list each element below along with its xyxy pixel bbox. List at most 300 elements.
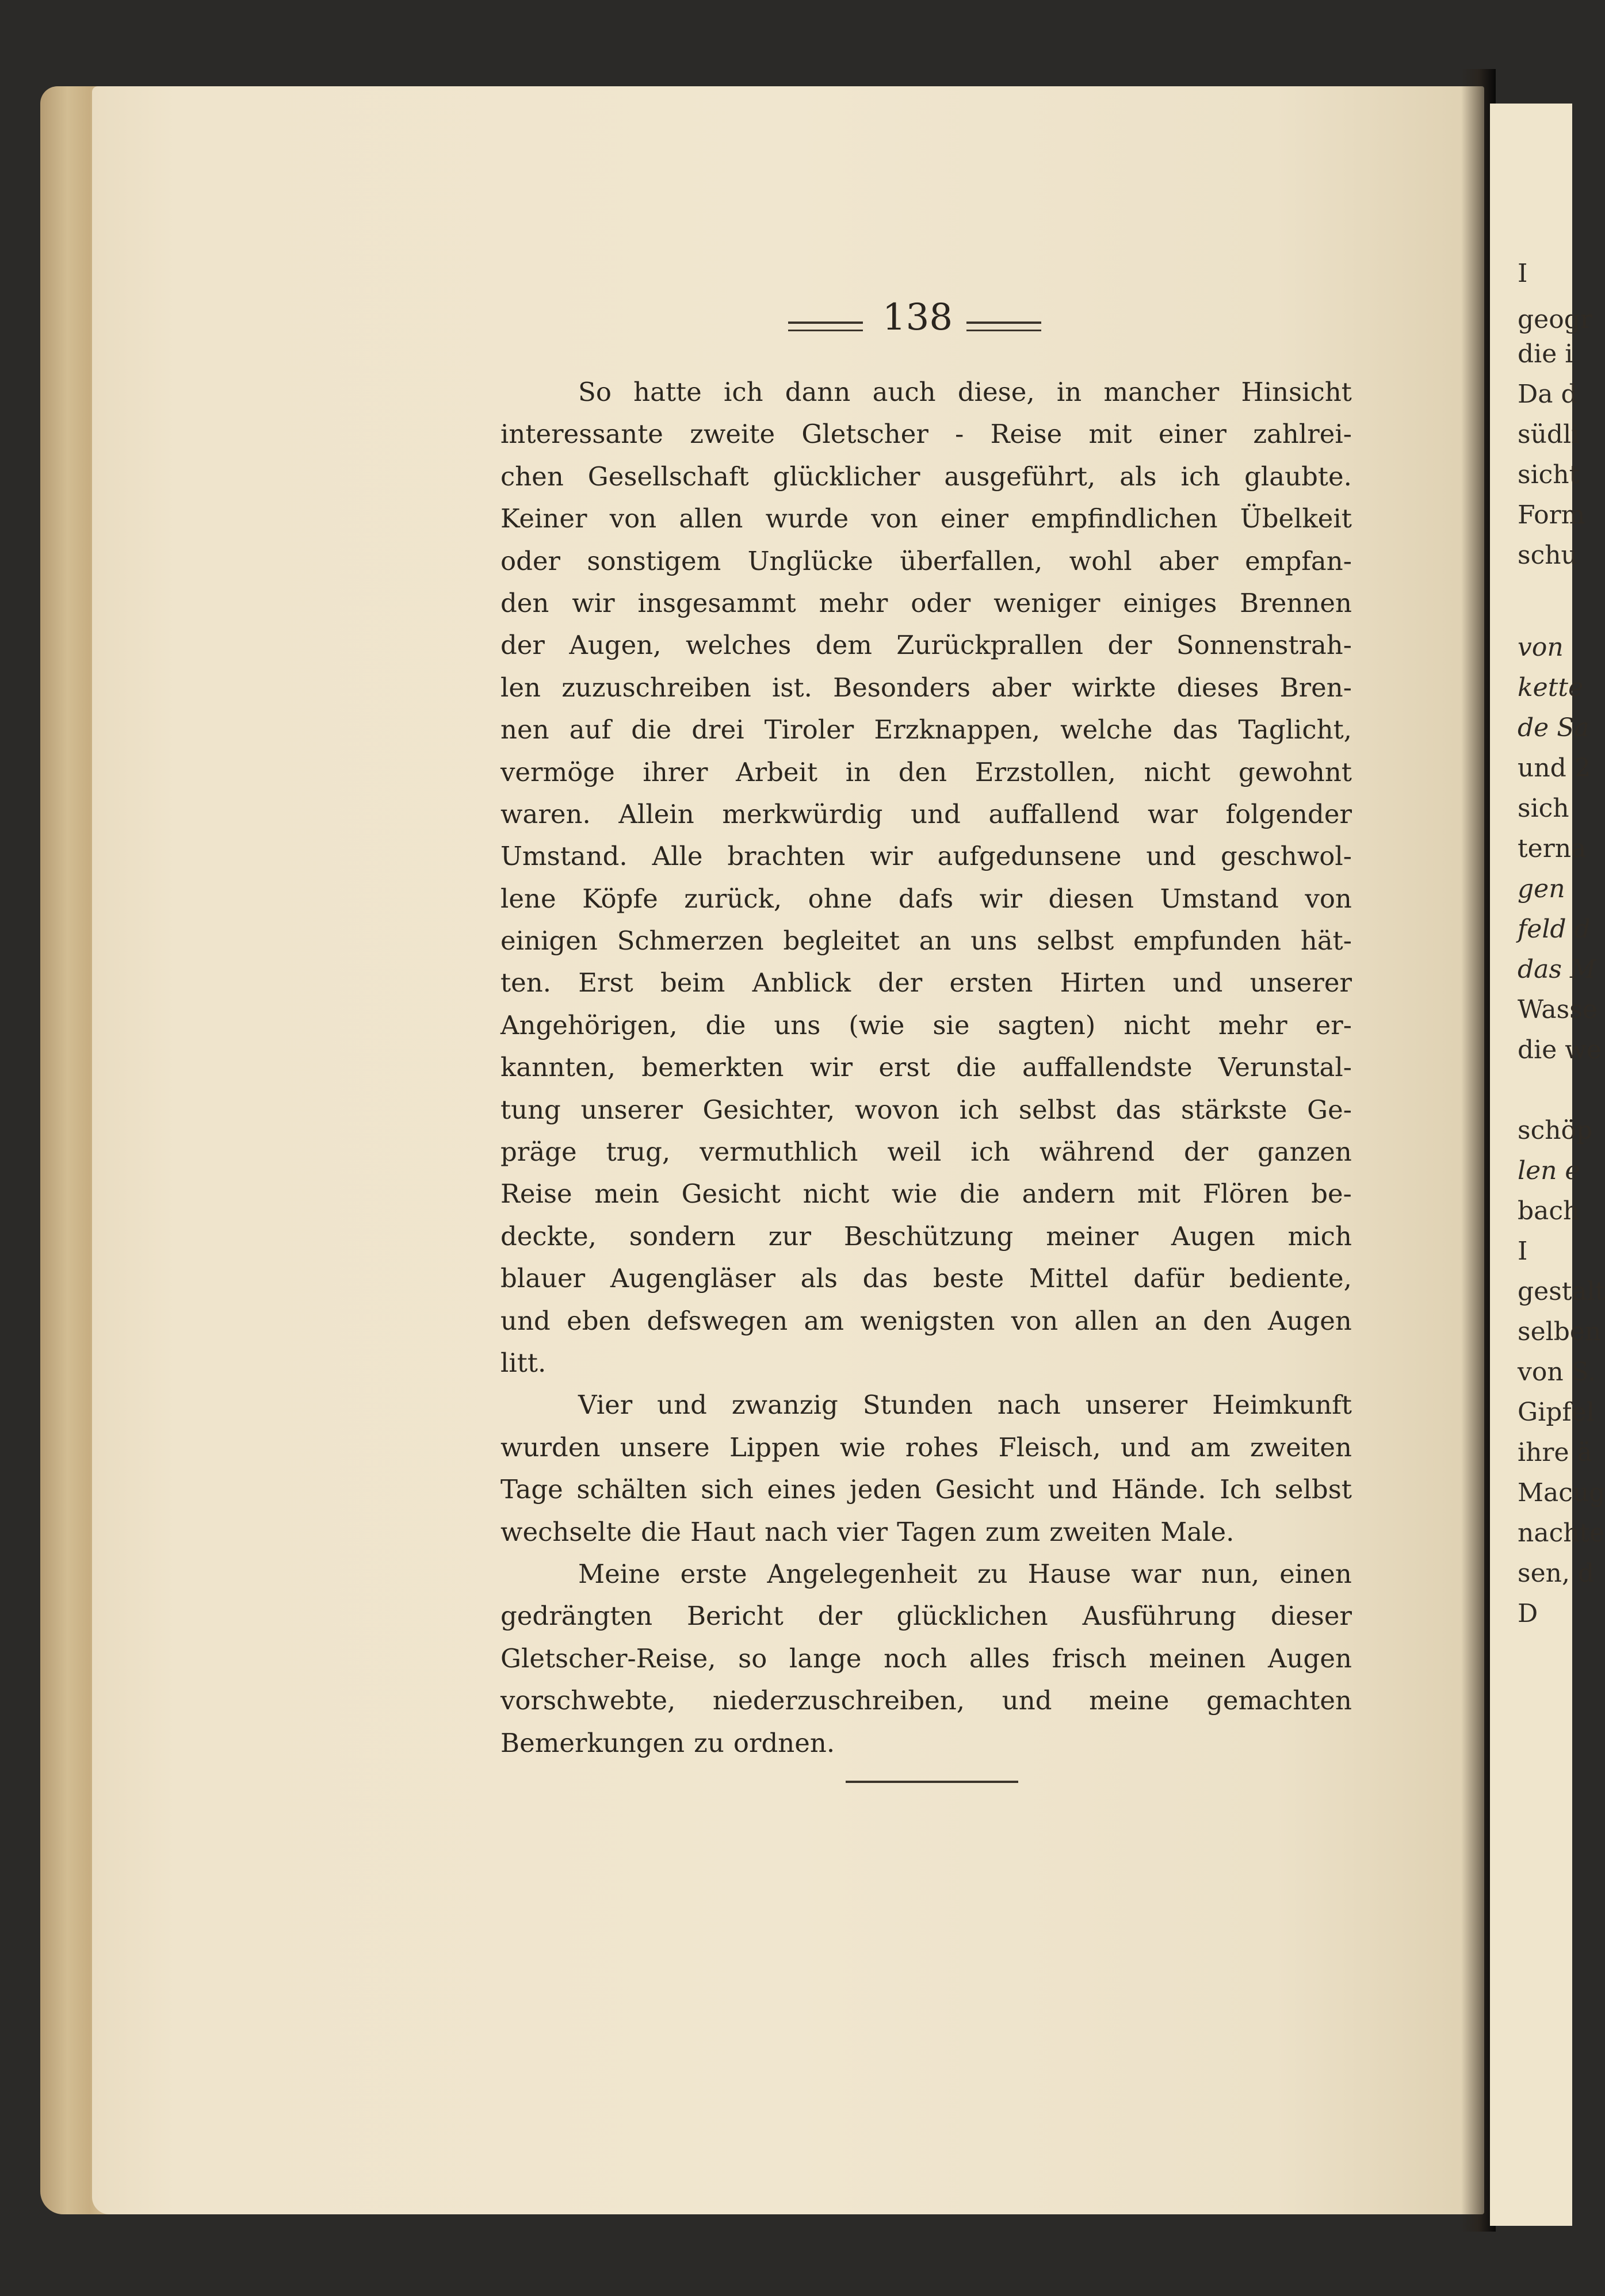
word: die xyxy=(705,1009,746,1040)
word: tung xyxy=(500,1094,561,1125)
word: einen xyxy=(1279,1558,1352,1589)
word: wechselte xyxy=(500,1516,632,1547)
facing-page-fragment xyxy=(1490,104,1605,2226)
text-line xyxy=(500,624,1352,666)
facing-text-fragment: schöp xyxy=(1518,1116,1593,1145)
word: Augen xyxy=(1171,1220,1255,1252)
text-line xyxy=(500,1722,1352,1764)
word: Alle xyxy=(652,841,703,872)
word: allen xyxy=(679,503,743,534)
word: Tage xyxy=(500,1474,563,1505)
word: eines xyxy=(767,1474,836,1505)
word: Augen, xyxy=(569,630,662,661)
word: selbst xyxy=(1037,925,1114,956)
word: zurück, xyxy=(684,883,782,914)
word: stärkste xyxy=(1180,1094,1287,1125)
facing-text-fragment: Form xyxy=(1518,500,1585,530)
text-line xyxy=(500,920,1352,962)
text-line xyxy=(500,1595,1352,1637)
word: niederzuschreiben, xyxy=(712,1685,965,1716)
word: zahlrei- xyxy=(1253,419,1352,450)
header-rule-right xyxy=(966,322,1041,331)
word: beste xyxy=(933,1263,1004,1294)
word: welches xyxy=(685,630,792,661)
word: Flören xyxy=(1202,1178,1289,1210)
word: empfunden xyxy=(1133,925,1282,956)
word: zuzuschreiben xyxy=(561,672,751,703)
word: vier xyxy=(837,1516,888,1547)
word: Erst xyxy=(578,967,633,998)
word: er- xyxy=(1315,1009,1352,1040)
word: mein xyxy=(594,1178,659,1210)
word: wirkte xyxy=(1072,672,1156,703)
word: der xyxy=(817,1601,862,1632)
text-line xyxy=(500,1637,1352,1679)
word: oder xyxy=(500,545,561,576)
word: wohl xyxy=(1069,545,1132,576)
word: Hause xyxy=(1027,1558,1111,1589)
facing-text-fragment: ihre ä xyxy=(1518,1438,1592,1467)
facing-text-fragment: gestalt xyxy=(1518,1277,1605,1306)
word: be- xyxy=(1311,1178,1352,1210)
word: dem xyxy=(815,630,872,661)
facing-text-fragment: südli xyxy=(1518,420,1580,449)
word: welche xyxy=(1060,714,1153,745)
word: von xyxy=(1305,883,1352,914)
word: ich xyxy=(959,1094,999,1125)
text-line xyxy=(500,1131,1352,1173)
word: ersten xyxy=(949,967,1033,998)
word: Angelegenheit xyxy=(767,1558,957,1589)
word: brachten xyxy=(727,841,846,872)
word: Anblick xyxy=(752,967,851,998)
facing-text-fragment: selben xyxy=(1518,1317,1602,1346)
text-line xyxy=(500,751,1352,793)
word: erste xyxy=(680,1558,747,1589)
word: Gletscher xyxy=(801,419,928,450)
word: ordnen. xyxy=(733,1727,835,1758)
facing-text-fragment: sen, d xyxy=(1518,1559,1595,1588)
word: an xyxy=(919,925,951,956)
word: und xyxy=(911,798,961,829)
word: Bren- xyxy=(1279,672,1352,703)
word: diese, xyxy=(957,377,1035,407)
word: insgesammt xyxy=(637,587,796,618)
text-line xyxy=(500,413,1352,455)
word: wir xyxy=(979,883,1023,914)
word: vermöge xyxy=(500,756,615,787)
word: auffallend xyxy=(988,798,1120,829)
word: ich xyxy=(1180,461,1221,492)
word: Unglücke xyxy=(747,545,873,576)
word: während xyxy=(1039,1136,1155,1168)
word: meiner xyxy=(1046,1220,1139,1252)
word: kannten, xyxy=(500,1052,616,1083)
word: gemachten xyxy=(1206,1685,1352,1716)
word: uns xyxy=(774,1009,821,1040)
header-rule-left xyxy=(788,322,863,331)
word: den xyxy=(500,587,549,618)
facing-text-fragment: Da d xyxy=(1518,380,1577,409)
word: ist. xyxy=(772,672,812,703)
word: dafs xyxy=(898,883,954,914)
word: meine xyxy=(1089,1685,1170,1716)
word: Taglicht, xyxy=(1238,714,1352,745)
word: Hinsicht xyxy=(1241,377,1352,407)
word: selbst xyxy=(1018,1094,1096,1125)
facing-text-fragment: gen xyxy=(1518,874,1565,904)
word: nach xyxy=(997,1390,1061,1421)
word: ausgeführt, xyxy=(944,461,1096,492)
facing-text-fragment: len e xyxy=(1518,1156,1580,1185)
word: sondern xyxy=(629,1220,736,1252)
word: einigen xyxy=(500,925,598,956)
word: auf xyxy=(569,714,612,745)
word: am xyxy=(804,1305,844,1336)
facing-text-fragment: schu xyxy=(1518,541,1577,570)
word: Allein xyxy=(618,798,694,829)
word: ten. xyxy=(500,967,552,998)
word: und xyxy=(1172,967,1223,998)
facing-text-fragment: sicht xyxy=(1518,460,1580,489)
word: Sonnenstrah- xyxy=(1176,630,1352,661)
word: Umstand xyxy=(1160,883,1279,914)
facing-text-fragment: feld d xyxy=(1518,914,1591,944)
word: glaubte. xyxy=(1244,461,1352,492)
text-line xyxy=(500,456,1352,498)
word: wie xyxy=(839,1432,886,1463)
word: Stunden xyxy=(862,1390,973,1421)
word: der xyxy=(1184,1136,1228,1168)
text-line xyxy=(500,1004,1352,1046)
word: wenigsten xyxy=(860,1305,995,1336)
word: erst xyxy=(878,1052,930,1083)
facing-text-fragment: Macug xyxy=(1518,1478,1605,1507)
facing-text-fragment: kette xyxy=(1518,673,1584,702)
word: chen xyxy=(500,461,564,492)
word: war xyxy=(1147,798,1198,829)
word: drei xyxy=(691,714,744,745)
word: Haut xyxy=(690,1516,756,1547)
word: Zurückprallen xyxy=(896,630,1084,661)
word: nach xyxy=(765,1516,828,1547)
text-line xyxy=(500,1089,1352,1131)
word: zweiten xyxy=(1250,1432,1352,1463)
word: zur xyxy=(768,1220,811,1252)
facing-text-fragment: die we xyxy=(1518,1035,1602,1065)
text-line xyxy=(500,1342,1352,1384)
text-line xyxy=(500,371,1352,413)
word: Bemerkungen xyxy=(500,1727,685,1758)
word: weil xyxy=(887,1136,942,1168)
word: dieser xyxy=(1270,1601,1352,1632)
facing-text-fragment: sich xyxy=(1518,794,1569,823)
word: Lippen xyxy=(729,1432,820,1463)
word: Reise xyxy=(990,419,1063,450)
word: und xyxy=(657,1390,707,1421)
word: glücklicher xyxy=(773,461,920,492)
facing-text-fragment: I xyxy=(1518,259,1528,288)
word: frisch xyxy=(1052,1643,1127,1674)
word: sie xyxy=(933,1009,970,1040)
word: Fleisch, xyxy=(998,1432,1101,1463)
text-line xyxy=(500,1046,1352,1088)
word: nen xyxy=(500,714,549,745)
word: mit xyxy=(1137,1178,1181,1210)
word: sagten) xyxy=(998,1009,1096,1040)
word: Ich xyxy=(1220,1474,1262,1505)
word: andern xyxy=(1022,1178,1115,1210)
word: Erzstollen, xyxy=(975,756,1116,787)
word: Beschützung xyxy=(843,1220,1014,1252)
word: auffallendste xyxy=(1022,1052,1193,1083)
word: wie xyxy=(891,1178,938,1210)
word: wurden xyxy=(500,1432,601,1463)
facing-text-fragment: I xyxy=(1518,1237,1528,1266)
word: aufgedunsene xyxy=(937,841,1122,872)
word: - xyxy=(955,419,964,450)
word: uns xyxy=(970,925,1018,956)
facing-text-fragment: von xyxy=(1518,633,1564,662)
word: aber xyxy=(1159,545,1218,576)
word: und xyxy=(1002,1685,1052,1716)
facing-text-fragment: die i xyxy=(1518,339,1573,369)
word: waren. xyxy=(500,798,591,829)
word: alles xyxy=(969,1643,1030,1674)
word: die xyxy=(956,1052,996,1083)
facing-text-fragment: nachte xyxy=(1518,1518,1605,1548)
word: rohes xyxy=(905,1432,979,1463)
word: hatte xyxy=(633,377,702,407)
word: Augengläser xyxy=(610,1263,775,1294)
word: Übelkeit xyxy=(1240,503,1352,534)
text-line xyxy=(500,540,1352,582)
word: vermuthlich xyxy=(700,1136,858,1168)
word: und xyxy=(1146,841,1197,872)
word: Erzknappen, xyxy=(874,714,1041,745)
word: lange xyxy=(789,1643,862,1674)
word: dann xyxy=(785,377,851,407)
word: ohne xyxy=(808,883,873,914)
word: unserer xyxy=(1085,1390,1188,1421)
word: Hände. xyxy=(1111,1474,1206,1505)
word: sich xyxy=(701,1474,754,1505)
facing-text-fragment: Wasse xyxy=(1518,995,1598,1024)
word: zu xyxy=(977,1558,1008,1589)
word: am xyxy=(1190,1432,1230,1463)
word: der xyxy=(1107,630,1152,661)
word: Keiner xyxy=(500,503,587,534)
word: ganzen xyxy=(1257,1136,1352,1168)
text-line xyxy=(500,1215,1352,1257)
word: aber xyxy=(991,672,1051,703)
word: Meine xyxy=(578,1558,660,1589)
word: Gesellschaft xyxy=(587,461,749,492)
facing-text-fragment: Gipfel xyxy=(1518,1398,1595,1427)
word: als xyxy=(1119,461,1157,492)
word: empfan- xyxy=(1245,545,1352,576)
word: die xyxy=(641,1516,682,1547)
word: Mittel xyxy=(1029,1263,1109,1294)
word: Angehörigen, xyxy=(500,1009,678,1040)
word: allen xyxy=(1074,1305,1138,1336)
word: Vier xyxy=(578,1390,633,1421)
facing-text-fragment: und 2 xyxy=(1518,753,1591,783)
word: jeden xyxy=(849,1474,922,1505)
word: zweite xyxy=(690,419,775,450)
facing-text-fragment: terna xyxy=(1518,834,1587,863)
word: überfallen, xyxy=(900,545,1043,576)
word: Bericht xyxy=(686,1601,784,1632)
word: so xyxy=(738,1643,767,1674)
word: bediente, xyxy=(1229,1263,1352,1294)
word: wir xyxy=(809,1052,853,1083)
word: nicht xyxy=(1144,756,1211,787)
facing-text-fragment: de Sa xyxy=(1518,713,1589,743)
word: zweiten xyxy=(1049,1516,1152,1547)
word: und xyxy=(1121,1432,1171,1463)
text-line xyxy=(500,667,1352,709)
word: das xyxy=(862,1263,908,1294)
text-line xyxy=(500,1511,1352,1553)
page-header xyxy=(771,296,1070,348)
word: geschwol- xyxy=(1221,841,1352,872)
word: gewohnt xyxy=(1238,756,1352,787)
facing-text-fragment: von S. xyxy=(1518,1357,1596,1387)
word: lene xyxy=(500,883,556,914)
word: ihrer xyxy=(643,756,708,787)
word: empfindlichen xyxy=(1031,503,1218,534)
text-line xyxy=(500,1173,1352,1215)
word: als xyxy=(800,1263,838,1294)
word: mich xyxy=(1287,1220,1352,1252)
word: und xyxy=(500,1305,551,1336)
word: folgender xyxy=(1225,798,1352,829)
word: noch xyxy=(884,1643,947,1674)
word: von xyxy=(1011,1305,1058,1336)
word: Verunstal- xyxy=(1218,1052,1352,1083)
text-line xyxy=(500,1468,1352,1510)
word: unserer xyxy=(580,1094,683,1125)
word: (wie xyxy=(849,1009,905,1040)
end-rule xyxy=(846,1781,1018,1783)
word: merkwürdig xyxy=(722,798,883,829)
word: nicht xyxy=(803,1178,870,1210)
word: trug, xyxy=(606,1136,671,1168)
facing-text-fragment: geogr xyxy=(1518,305,1592,334)
word: das xyxy=(1172,714,1218,745)
text-body xyxy=(500,371,1352,1764)
word: wurde xyxy=(765,503,849,534)
word: den xyxy=(1203,1305,1252,1336)
word: oder xyxy=(911,587,971,618)
word: die xyxy=(960,1178,1000,1210)
word: Heimkunft xyxy=(1212,1390,1352,1421)
word: beim xyxy=(660,967,725,998)
word: vorschwebte, xyxy=(500,1685,676,1716)
text-line xyxy=(500,793,1352,835)
word: das xyxy=(1115,1094,1161,1125)
word: selbst xyxy=(1274,1474,1352,1505)
word: Brennen xyxy=(1240,587,1352,618)
word: hät- xyxy=(1300,925,1352,956)
page-number: 138 xyxy=(882,296,953,339)
word: mancher xyxy=(1103,377,1220,407)
text-line xyxy=(500,1679,1352,1721)
word: blauer xyxy=(500,1263,586,1294)
word: defswegen xyxy=(647,1305,788,1336)
word: weniger xyxy=(993,587,1100,618)
text-line xyxy=(500,878,1352,920)
word: nicht xyxy=(1124,1009,1190,1040)
word: ich xyxy=(970,1136,1010,1168)
word: sonstigem xyxy=(587,545,721,576)
word: auch xyxy=(872,377,936,407)
word: unserer xyxy=(1249,967,1352,998)
text-line xyxy=(500,1384,1352,1426)
word: Umstand. xyxy=(500,841,628,872)
word: von xyxy=(609,503,657,534)
text-line xyxy=(500,1553,1352,1595)
word: deckte, xyxy=(500,1220,597,1252)
word: wovon xyxy=(854,1094,940,1125)
word: mit xyxy=(1088,419,1132,450)
word: diesen xyxy=(1048,883,1134,914)
text-line xyxy=(500,962,1352,1004)
word: schälten xyxy=(576,1474,687,1505)
word: So xyxy=(578,377,612,407)
word: dieses xyxy=(1176,672,1259,703)
word: die xyxy=(631,714,672,745)
word: Gletscher-Reise, xyxy=(500,1643,716,1674)
word: begleitet xyxy=(783,925,900,956)
word: war xyxy=(1131,1558,1182,1589)
word: zum xyxy=(985,1516,1041,1547)
word: präge xyxy=(500,1136,577,1168)
word: dafür xyxy=(1133,1263,1205,1294)
word: len xyxy=(500,672,541,703)
word: an xyxy=(1155,1305,1187,1336)
word: Besonders xyxy=(833,672,970,703)
text-line xyxy=(500,835,1352,877)
word: wir xyxy=(572,587,615,618)
text-line xyxy=(500,709,1352,751)
word: Ausführung xyxy=(1082,1601,1237,1632)
word: Gesichter, xyxy=(702,1094,835,1125)
word: Ge- xyxy=(1307,1094,1352,1125)
word: von xyxy=(871,503,918,534)
word: Arbeit xyxy=(736,756,818,787)
facing-text-fragment: das M xyxy=(1518,955,1596,984)
word: zu xyxy=(694,1727,724,1758)
word: unsere xyxy=(620,1432,710,1463)
word: der xyxy=(500,630,545,661)
word: nun, xyxy=(1201,1558,1260,1589)
text-line xyxy=(500,1426,1352,1468)
word: der xyxy=(878,967,923,998)
word: Schmerzen xyxy=(617,925,764,956)
word: bemerkten xyxy=(641,1052,784,1083)
facing-text-fragment: bach xyxy=(1518,1196,1580,1226)
word: Tiroler xyxy=(764,714,854,745)
word: eben xyxy=(567,1305,631,1336)
facing-text-fragment: D xyxy=(1518,1599,1538,1628)
word: gedrängten xyxy=(500,1601,653,1632)
word: mehr xyxy=(819,587,888,618)
word: Tagen xyxy=(897,1516,976,1547)
word: ich xyxy=(723,377,763,407)
word: in xyxy=(845,756,871,787)
